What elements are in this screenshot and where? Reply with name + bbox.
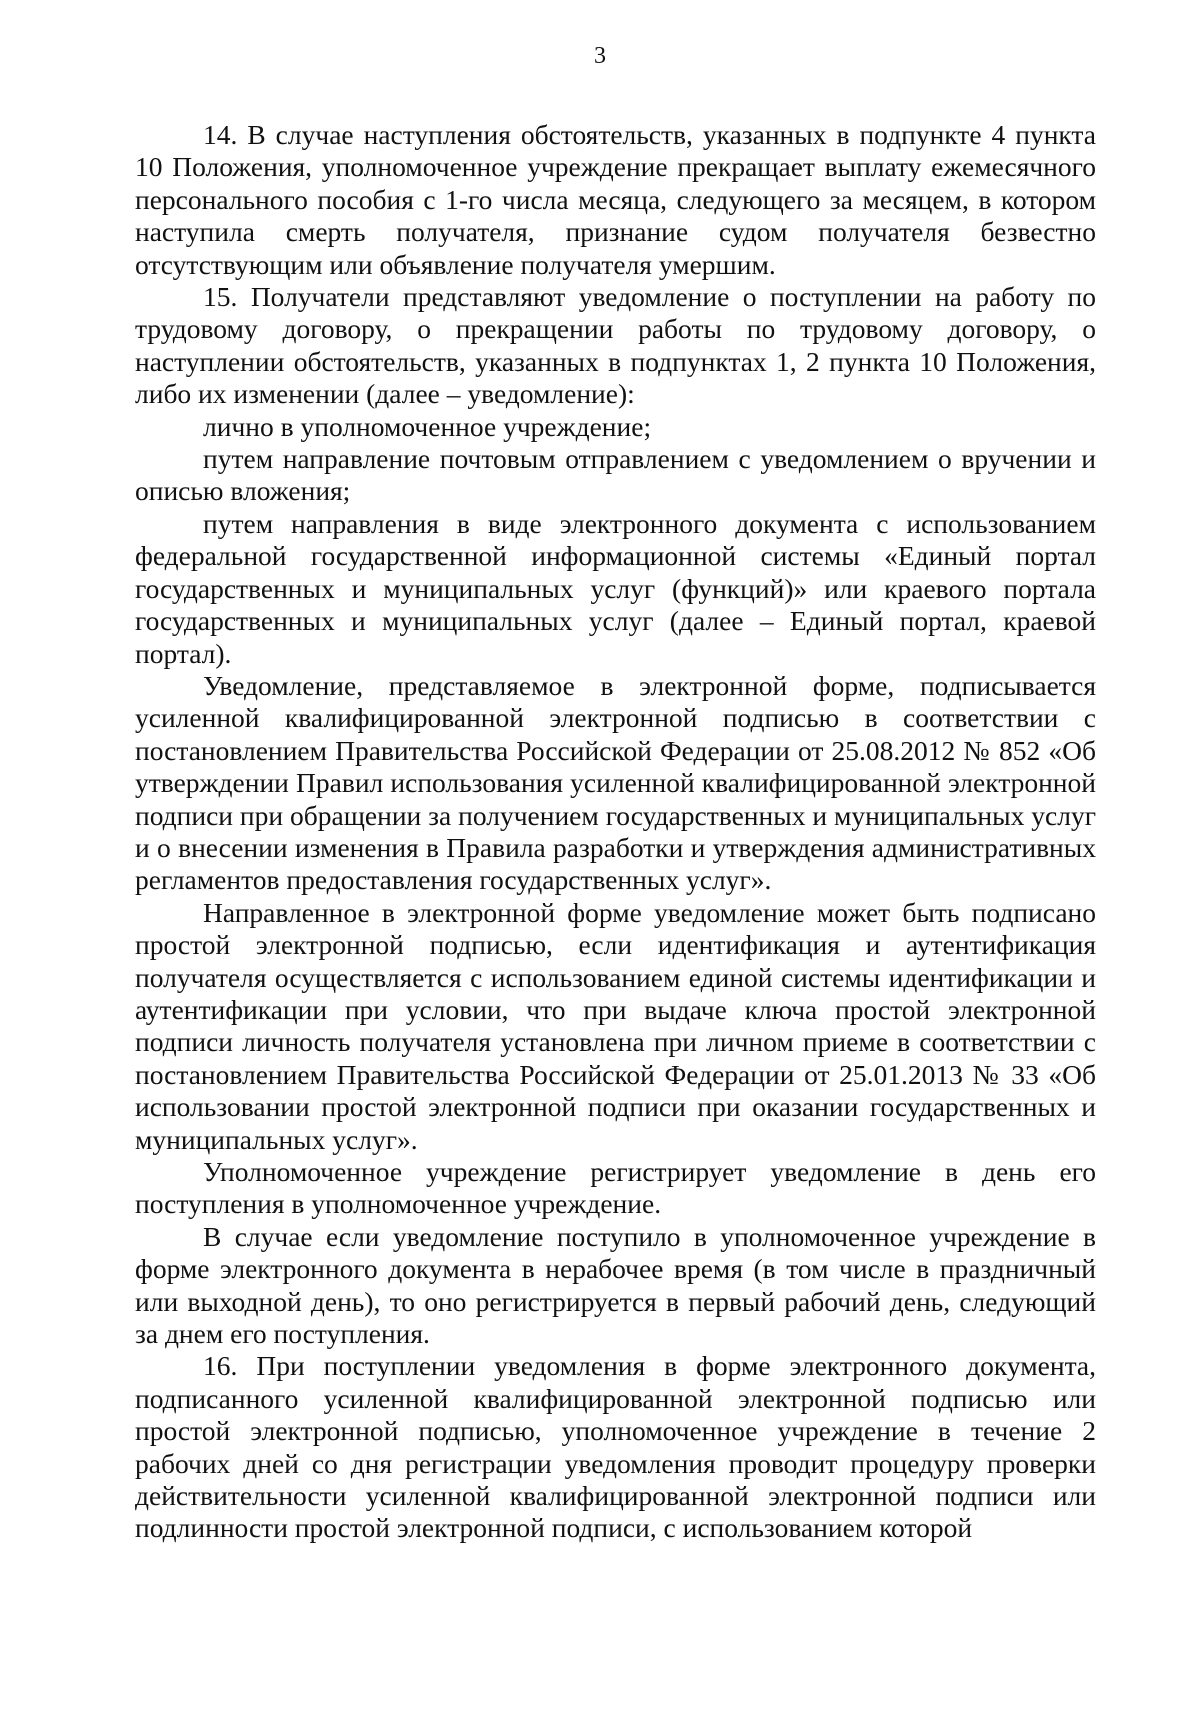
- paragraph-14: 14. В случае наступления обстоятельств, указанных в подпункте 4 пункта 10 Положения, уполномоченное учреждение прекращает выплату ежемесячного персонального пособия с 1-го числа месяца, следующего за месяцем, в котором наступила смерть получателя, признание судом получателя безвестно отсутствующим или объявление получателя умершим.: [135, 119, 1096, 280]
- paragraph-16: 16. При поступлении уведомления в форме электронного документа, подписанного усиленной квалифицированной электронной подписью или простой электронной подписью, уполномоченное учреждение в течение 2 рабочих дней со дня регистрации уведомления проводит процедуру проверки действительности усиленной квалифицированной электронной подписи или подлинности простой электронной подписи, с использованием которой: [135, 1350, 1096, 1544]
- paragraph-electronic-signature-qualified: Уведомление, представляемое в электронной форме, подписывается усиленной квалифицированной электронной подписью в соответствии с постановлением Правительства Российской Федерации от 25.08.2012 № 852 «Об утверждении Правил использования усиленной квалифицированной электронной подписи при обращении за получением государственных и муниципальных услуг и о внесении изменения в Правила разработки и утверждения административных регламентов предоставления государственных услуг».: [135, 669, 1096, 896]
- page-number: 3: [594, 43, 606, 69]
- document-body: [135, 119, 1096, 1545]
- paragraph-15: 15. Получатели представляют уведомление о поступлении на работу по трудовому договору, о прекращении работы по трудовому договору, о наступлении обстоятельств, указанных в подпунктах 1, 2 пункта 10 Положения, либо их изменении (далее – уведомление):: [135, 281, 1096, 410]
- paragraph-15-option-mail: путем направление почтовым отправлением с уведомлением о вручении и описью вложения;: [135, 443, 1096, 507]
- paragraph-electronic-signature-simple: Направленное в электронной форме уведомление может быть подписано простой электронной подписью, если идентификация и аутентификация получателя осуществляется с использованием единой системы идентификации и аутентификации при условии, что при выдаче ключа простой электронной подписи личность получателя установлена при личном приеме в соответствии с постановлением Правительства Российской Федерации от 25.01.2013 № 33 «Об использовании простой электронной подписи при оказании государственных и муниципальных услуг».: [135, 896, 1096, 1155]
- paragraph-non-working-time: В случае если уведомление поступило в уполномоченное учреждение в форме электронного документа в нерабочее время (в том числе в праздничный или выходной день), то оно регистрируется в первый рабочий день, следующий за днем его поступления.: [135, 1220, 1096, 1350]
- paragraph-15-option-electronic: путем направления в виде электронного документа с использованием федеральной государственной информационной системы «Единый портал государственных и муниципальных услуг (функций)» или краевого портала государственных и муниципальных услуг (далее – Единый портал, краевой портал).: [135, 507, 1096, 669]
- paragraph-15-option-personal: лично в уполномоченное учреждение;: [203, 410, 652, 442]
- paragraph-registration: Уполномоченное учреждение регистрирует уведомление в день его поступления в уполномоченное учреждение.: [135, 1156, 1096, 1220]
